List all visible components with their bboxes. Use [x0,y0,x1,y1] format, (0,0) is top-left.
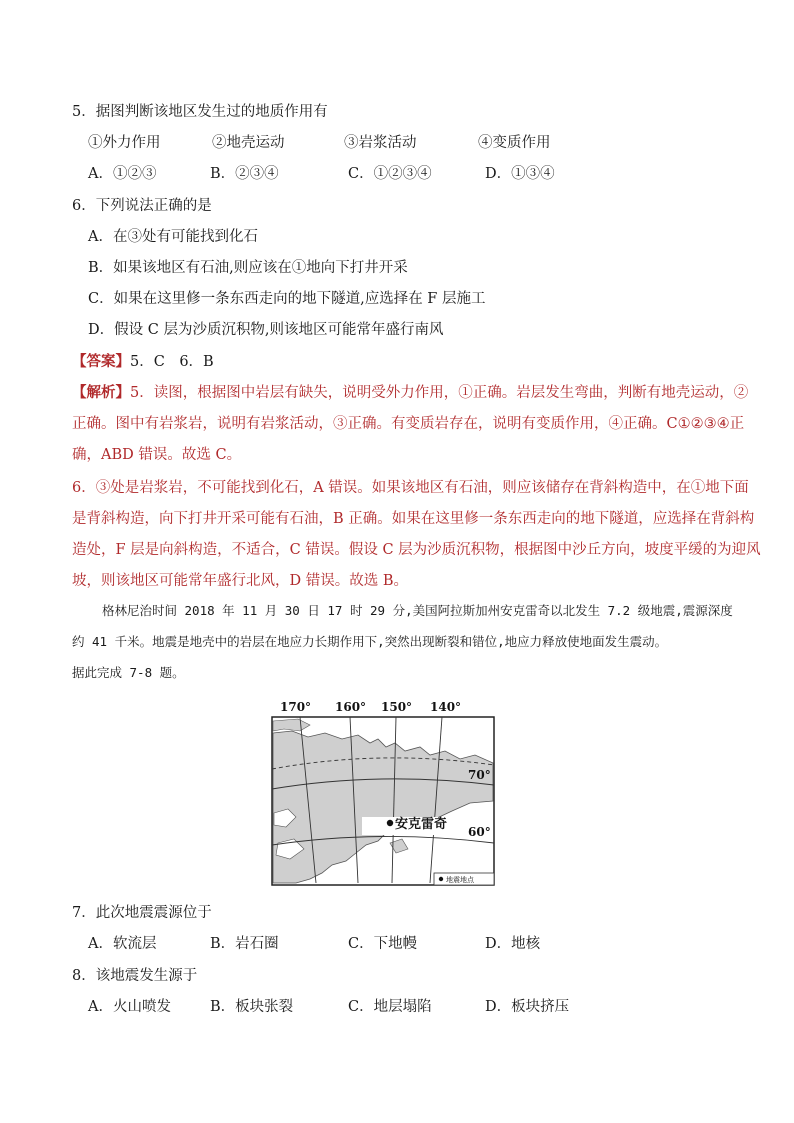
q8-option-c: C．地层塌陷 [348,999,432,1015]
analysis-q5-line-2: 正确。图中有岩浆岩，说明有岩浆活动，③正确。有变质岩存在，说明有变质作用，④正确。C①②③④正 [72,416,745,432]
lat-label-60: 60° [468,825,491,839]
analysis-q5-line-1: 5．读图，根据图中岩层有缺失，说明受外力作用，①正确。岩层发生弯曲，判断有地壳运动，② [130,385,749,401]
q8-option-b: B．板块张裂 [210,999,294,1015]
q6-option-c: C．如果在这里修一条东西走向的地下隧道,应选择在 F 层施工 [88,291,486,307]
q7-stem: 7．此次地震震源位于 [72,905,212,921]
lon-label-170: 170° [280,700,312,714]
q7-option-d: D．地核 [485,936,541,952]
answer-line [72,352,214,372]
q8-option-a: A．火山喷发 [88,999,171,1015]
lon-label-140: 140° [430,700,462,714]
q6-option-d: D．假设 C 层为沙质沉积物,则该地区可能常年盛行南风 [88,322,444,338]
q7-option-a: A．软流层 [88,936,157,952]
q5-item-3: ③岩浆活动 [344,135,417,151]
analysis-line-1 [72,383,748,403]
lon-label-150: 150° [381,700,413,714]
q8-option-d: D．板块挤压 [485,999,570,1015]
q5-item-4: ④变质作用 [478,135,551,151]
lon-label-160: 160° [335,700,367,714]
q6-option-b: B．如果该地区有石油,则应该在①地向下打井开采 [88,260,408,276]
analysis-q6-line-3: 造处，F 层是向斜构造，不适合，C 错误。假设 C 层为沙质沉积物，根据图中沙丘方向，坡度平缓的为迎风 [72,542,761,558]
analysis-q6-line-2: 是背斜构造，向下打井开采可能有石油，B 正确。如果在这里修一条东西走向的地下隧道，应选择在背斜构 [72,511,755,527]
q7-option-c: C．下地幔 [348,936,418,952]
alaska-map [270,693,500,887]
intro-line-1: 格林尼治时间 2018 年 11 月 30 日 17 时 29 分,美国阿拉斯加州安克雷奇以北发生 7.2 级地震,震源深度 [102,603,733,618]
intro-line-3: 据此完成 7-8 题。 [72,665,185,680]
analysis-q6-line-4: 坡，则该地区可能常年盛行北风，D 错误。故选 B。 [72,573,408,589]
lat-label-70: 70° [468,768,491,782]
answer-tag: 【答案】 [72,353,130,370]
earthquake-point [387,820,393,826]
q5-item-1: ①外力作用 [88,135,161,151]
analysis-tag: 【解析】 [72,384,130,401]
q5-option-d: D．①③④ [485,166,555,182]
answer-text: 5．C 6．B [130,354,214,370]
analysis-q5-line-3: 确，ABD 错误。故选 C。 [72,447,242,463]
alaska-map-svg [270,693,500,887]
legend-point-icon [439,877,443,881]
q6-option-a: A．在③处有可能找到化石 [88,229,258,245]
legend-label: 地震地点 [446,876,474,884]
analysis-q6-line-1: 6．③处是岩浆岩，不可能找到化石，A 错误。如果该地区有石油，则应该储存在背斜构造中，在①地下面 [72,480,749,496]
q5-option-c: C．①②③④ [348,166,432,182]
q7-option-b: B．岩石圈 [210,936,279,952]
q5-option-a: A．①②③ [88,166,157,182]
q5-item-2: ②地壳运动 [212,135,285,151]
q5-option-b: B．②③④ [210,166,279,182]
q6-stem: 6．下列说法正确的是 [72,198,212,214]
intro-line-2: 约 41 千米。地震是地壳中的岩层在地应力长期作用下,突然出现断裂和错位,地应力释放使地面发生震动。 [72,634,668,649]
city-label: 安克雷奇 [395,817,448,832]
q8-stem: 8．该地震发生源于 [72,968,198,984]
q5-stem: 5．据图判断该地区发生过的地质作用有 [72,104,328,120]
